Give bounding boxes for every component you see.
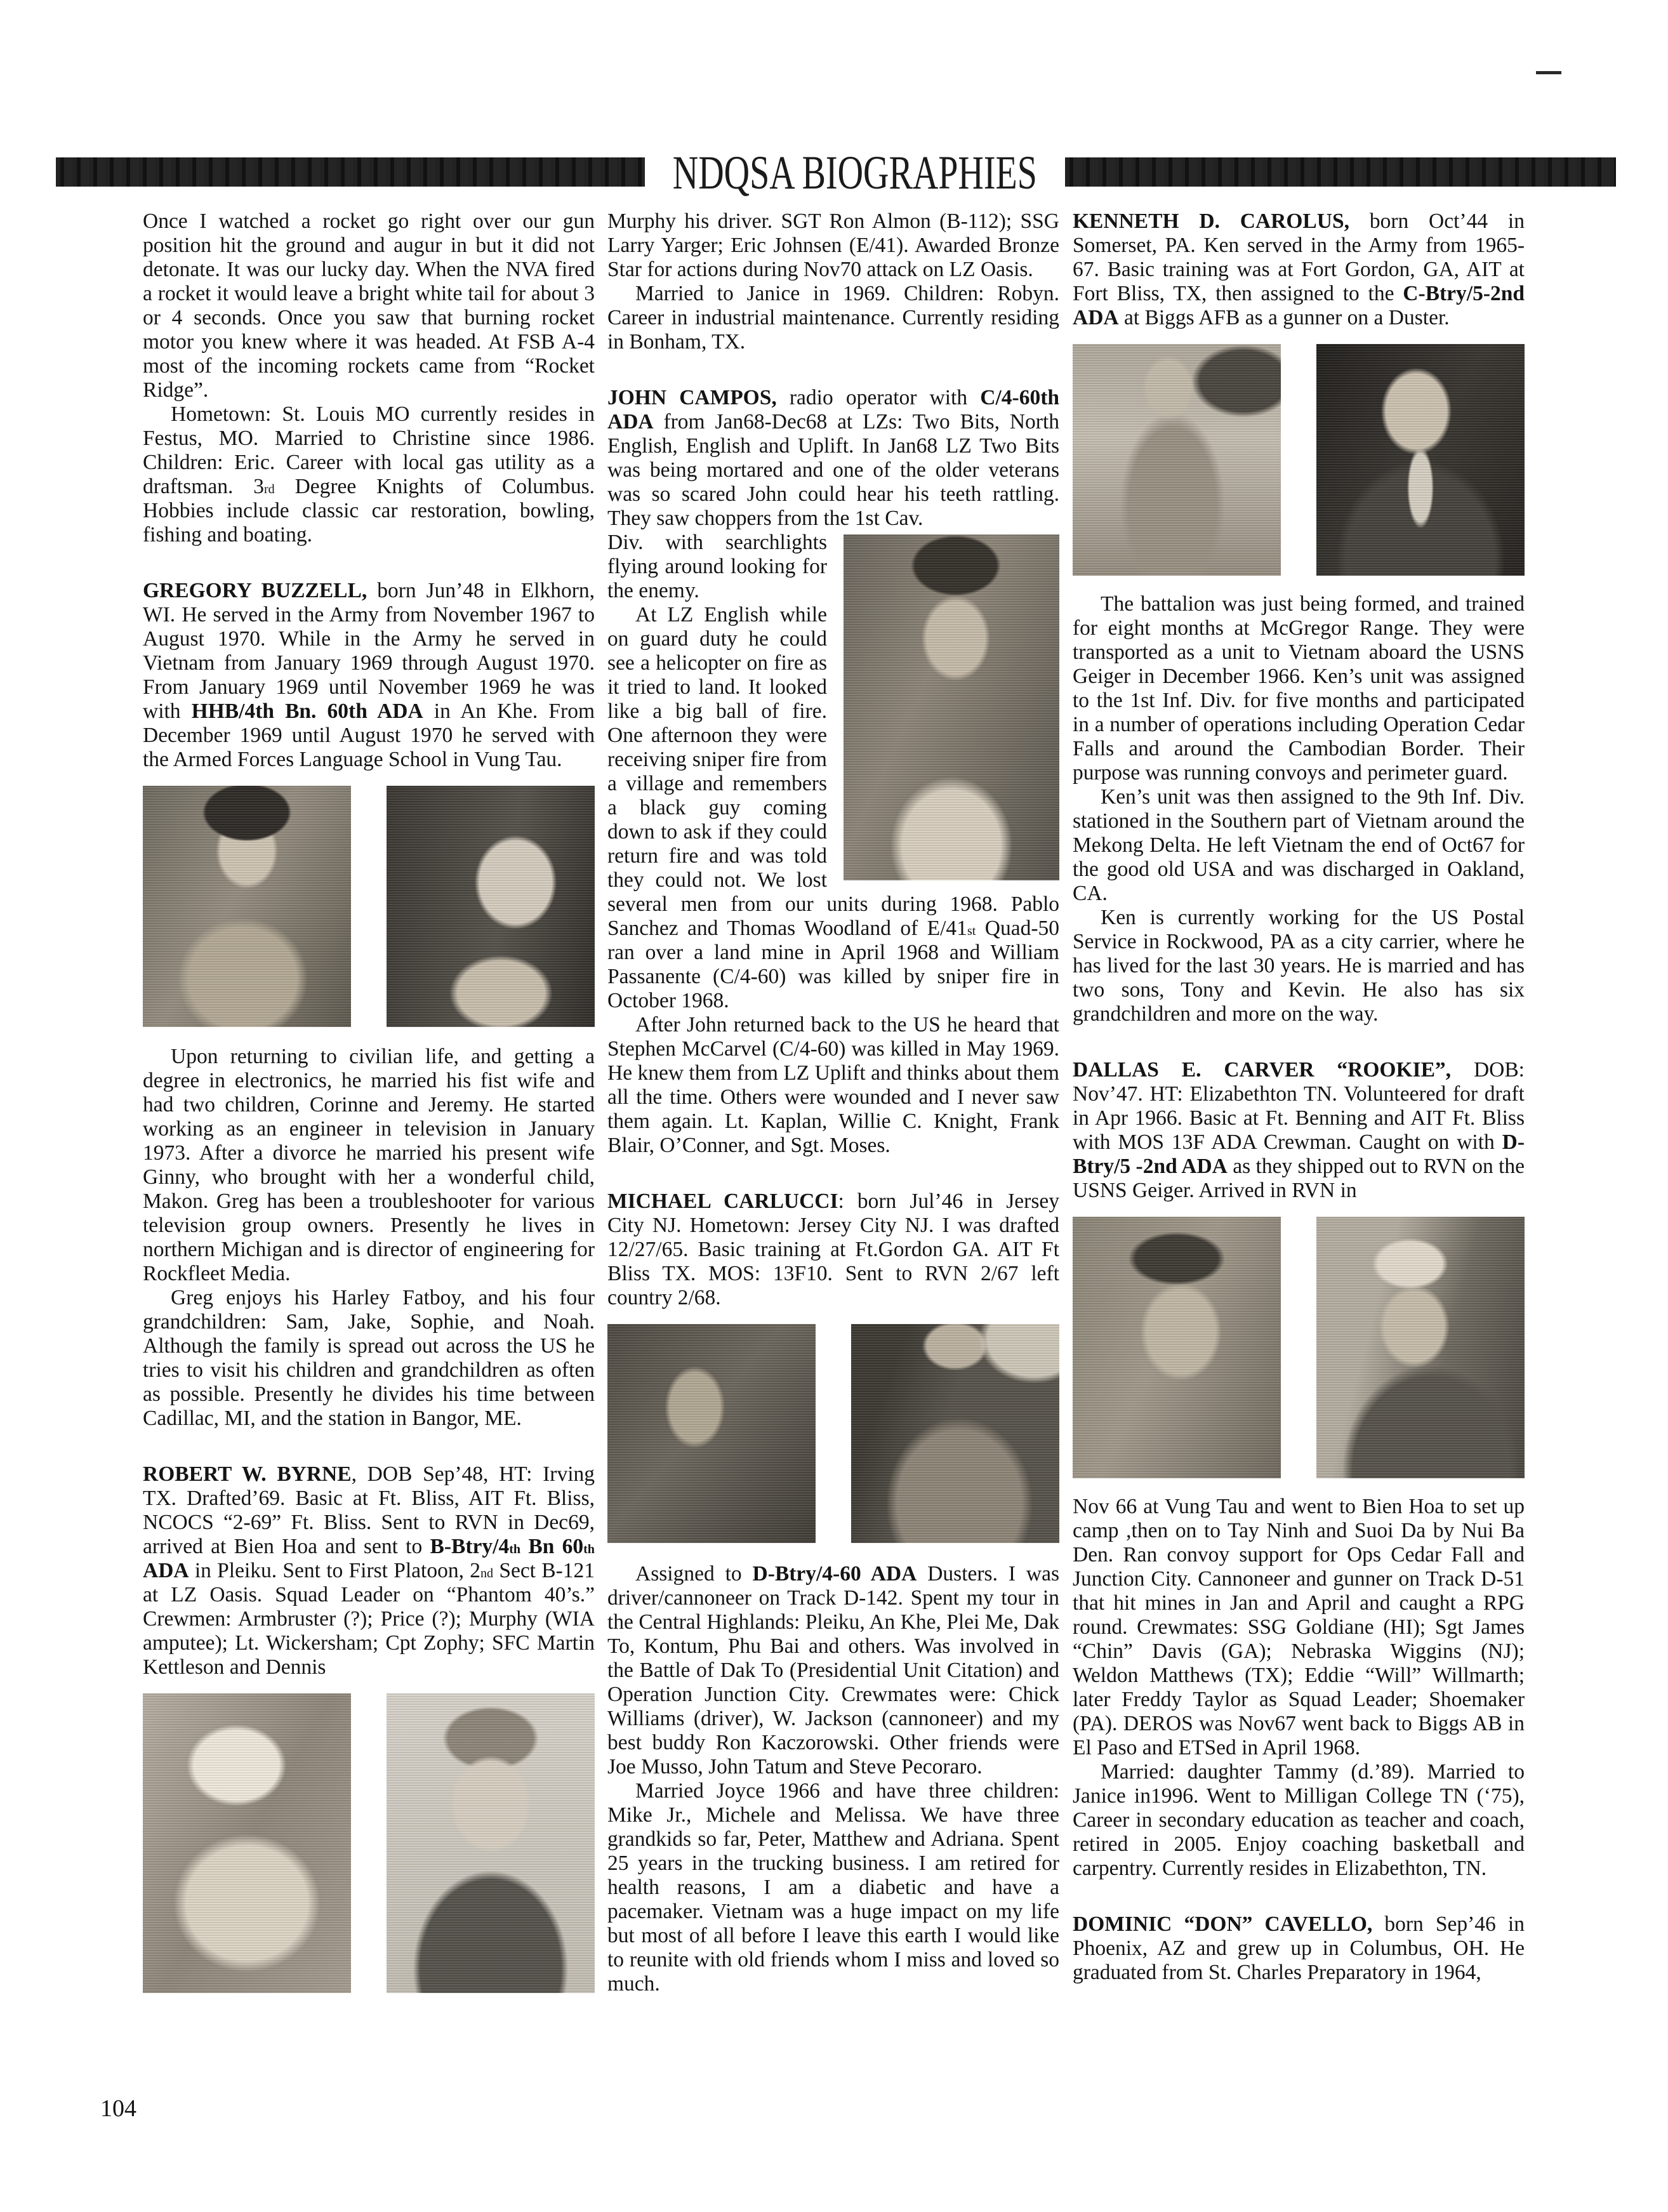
bio-paragraph: Hometown: St. Louis MO currently resides in Festus, MO. Married to Christine since 1986. Children: Eric. Career with local gas utility as a draftsman. 3rd Degree Knights of Columbus. Hobbies include classic car restoration, bowling, fishing and boating.: [143, 402, 595, 546]
bio-paragraph: Married Joyce 1966 and have three children: Mike Jr., Michele and Melissa. We have three grandkids so far, Peter, Matthew and Adriana. Spent 25 years in the trucking business. I am retired for health reasons, I am a diabetic and have a pacemaker. Vietnam was a huge impact on my life but most of all before I leave this earth I would like to reunite with old friends whom I miss and loved so much.: [607, 1779, 1059, 1996]
bio-paragraph: Assigned to D-Btry/4-60 ADA Dusters. I was driver/cannoneer on Track D-142. Spent my tour in the Central Highlands: Pleiku, An Khe, Plei Me, Dak To, Kontum, Phu Bai and others. Was involved in the Battle of Dak To (Presidential Unit Citation) and Operation Junction City. Crewmates were: Chick Williams (driver), W. Jackson (cannoneer) and my best buddy Ron Kaczorowski. Other friends were Joe Musso, John Tatum and Steve Pecoraro.: [607, 1562, 1059, 1778]
photo-row: [1073, 344, 1525, 576]
column-right: [1073, 209, 1525, 2183]
bio-dominic-cavello: DOMINIC “DON” CAVELLO, born Sep’46 in Phoenix, AZ and grew up in Columbus, OH. He graduated from St. Charles Preparatory in 1964,: [1073, 1912, 1525, 1984]
photo-byrne-recent: [387, 1693, 595, 1993]
bio-paragraph: Div. with searchlights flying around looking for the enemy.: [607, 531, 827, 602]
bio-john-campos: JOHN CAMPOS, radio operator with C/4-60th ADA from Jan68-Dec68 at LZs: Two Bits, North English, English and Uplift. In Jan68 LZ Two Bits was being mortared and one of the older veterans was so scared John could hear his teeth rattling. They saw choppers from the 1st Cav.: [607, 386, 1059, 530]
header-bar-right: [1065, 157, 1616, 187]
bio-paragraph: Nov 66 at Vung Tau and went to Bien Hoa to set up camp ,then on to Tay Ninh and Suoi Da by Nui Ba Den. Ran convoy support for Ops Cedar Fall and Junction City. Cannoneer and gunner on Track D-51 that hit mines in Jan and April and caught a RPG round. Crewmates: SSG Goldiane (HI); Sgt James “Chin” Davis (GA); Nebraska Wiggins (NJ); Weldon Matthews (TX); Eddie “Will” Willmarth; later Freddy Taylor as Squad Leader; Shoemaker (PA). DEROS was Nov67 went back to Biggs AB in El Paso and ETSed in April 1968.: [1073, 1495, 1525, 1759]
column-middle: [607, 209, 1059, 2183]
bio-dallas-carver: DALLAS E. CARVER “ROOKIE”, DOB: Nov’47. HT: Elizabethton TN. Volunteered for draft in Apr 1966. Basic at Ft. Benning and AIT Ft. Bliss with MOS 13F ADA Crewman. Caught on with D-Btry/5 -2nd ADA as they shipped out to RVN on the USNS Geiger. Arrived in RVN in: [1073, 1058, 1525, 1202]
photo-buzzell-service: [143, 786, 351, 1027]
bio-paragraph: Murphy his driver. SGT Ron Almon (B-112); SSG Larry Yarger; Eric Johnsen (E/41). Awarded Bronze Star for actions during Nov70 attack on LZ Oasis.: [607, 209, 1059, 281]
bio-paragraph: Upon returning to civilian life, and getting a degree in electronics, he married his fist wife and had two children, Corinne and Jeremy. He started working as an engineer in television in January 1973. After a divorce he married his present wife Ginny, who brought with her a wonderful child, Makon. Greg has been a troubleshooter for various television group owners. Presently he lives in northern Michigan and is director of engineering for Rockfleet Media.: [143, 1045, 595, 1285]
bio-paragraph: After John returned back to the US he heard that Stephen McCarvel (C/4-60) was killed in May 1969. He knew them from LZ Uplift and thinks about them all the time. Others were wounded and I never saw them again. Lt. Kaplan, Willie C. Knight, Frank Blair, O’Conner, and Sgt. Moses.: [607, 1013, 1059, 1157]
photo-carver-service: [1073, 1217, 1281, 1478]
bio-robert-byrne: ROBERT W. BYRNE, DOB Sep’48, HT: Irving TX. Drafted’69. Basic at Ft. Bliss, AIT Ft. Bliss, NCOCS “2-69” Ft. Bliss. Sent to RVN in Dec69, arrived at Bien Hoa and sent to B-Btry/4th Bn 60th ADA in Pleiku. Sent to First Platoon, 2nd Sect B-121 at LZ Oasis. Squad Leader on “Phantom 40’s.” Crewmen: Armbruster (?); Price (?); Murphy (WIA amputee); Lt. Wickersham; Cpt Zophy; SFC Martin Kettleson and Dennis: [143, 1462, 595, 1679]
page-title: NDQSA BIOGRAPHIES: [672, 146, 1038, 200]
photo-row: [1073, 1217, 1525, 1478]
photo-buzzell-recent: [387, 786, 595, 1027]
photo-row: [143, 786, 595, 1027]
photo-row: [607, 1324, 1059, 1543]
photo-carver-recent: [1316, 1217, 1525, 1478]
photo-byrne-service: [143, 1693, 351, 1993]
bio-michael-carlucci: MICHAEL CARLUCCI: born Jul’46 in Jersey City NJ. Hometown: Jersey City NJ. I was drafted 12/27/65. Basic training at Ft.Gordon GA. AIT Ft Bliss TX. MOS: 13F10. Sent to RVN 2/67 left country 2/68.: [607, 1189, 1059, 1309]
photo-carlucci-service: [607, 1324, 816, 1543]
page-corner-dash: [1536, 71, 1561, 74]
page-number: 104: [100, 2095, 136, 2122]
photo-campos-service: [844, 534, 1059, 880]
bio-paragraph: Married to Janice in 1969. Children: Robyn. Career in industrial maintenance. Currently residing in Bonham, TX.: [607, 282, 1059, 354]
photo-row: [143, 1693, 595, 1993]
bio-paragraph: Ken’s unit was then assigned to the 9th Inf. Div. stationed in the Southern part of Vietnam around the Mekong Delta. He left Vietnam the end of Oct67 for the good old USA and was discharged in Oakland, CA.: [1073, 785, 1525, 905]
bio-paragraph: Ken is currently working for the US Postal Service in Rockwood, PA as a city carrier, where he has lived for the last 30 years. He is married and has two sons, Tony and Kevin. He also has six grandchildren and more on the way.: [1073, 906, 1525, 1026]
photo-carolus-recent: [1316, 344, 1525, 576]
column-left: [143, 209, 595, 2183]
bio-kenneth-carolus: KENNETH D. CAROLUS, born Oct’44 in Somerset, PA. Ken served in the Army from 1965-67. Basic training was at Fort Gordon, GA, AIT at Fort Bliss, TX, then assigned to the C-Btry/5-2nd ADA at Biggs AFB as a gunner on a Duster.: [1073, 209, 1525, 329]
bio-paragraph: Married: daughter Tammy (d.’89). Married to Janice in1996. Went to Milligan College TN (‘75), Career in secondary education as teacher and coach, retired in 2005. Enjoy coaching basketball and carpentry. Currently resides in Elizabethton, TN.: [1073, 1760, 1525, 1880]
bio-paragraph: Once I watched a rocket go right over our gun position hit the ground and augur in but it did not detonate. It was our lucky day. When the NVA fired a rocket it would leave a bright white tail for about 3 or 4 seconds. Once you saw that burning rocket motor you knew where it was headed. At FSB A-4 most of the incoming rockets came from “Rocket Ridge”.: [143, 209, 595, 402]
photo-carolus-service: [1073, 344, 1281, 576]
photo-carlucci-recent: [851, 1324, 1059, 1543]
bio-gregory-buzzell: GREGORY BUZZELL, born Jun’48 in Elkhorn, WI. He served in the Army from November 1967 to August 1970. While in the Army he served in Vietnam from January 1969 through August 1970. From January 1969 until November 1969 he was with HHB/4th Bn. 60th ADA in An Khe. From December 1969 until August 1970 he served with the Armed Forces Language School in Vung Tau.: [143, 579, 595, 771]
bio-paragraph: At LZ English while on guard duty he could see a helicopter on fire as it tried to land. It looked like a big ball of fire. One afternoon they were receiving sniper fire from a village and remembers a black guy coming down to ask if they could return fire and was told they could not. We lost several men from our units during 1968. Pablo Sanchez and Thomas Woodland of E/41st Quad-50 ran over a land mine in April 1968 and William Passanente (C/4-60) was killed by sniper fire in October 1968.: [607, 603, 1059, 1012]
bio-paragraph: Greg enjoys his Harley Fatboy, and his four grandchildren: Sam, Jake, Sophie, and Noah. Although the family is spread out across the US he tries to visit his children and grandchildren as often as possible. Presently he divides his time between Cadillac, MI, and the station in Bangor, ME.: [143, 1286, 595, 1430]
header-bar-left: [56, 157, 645, 187]
bio-paragraph: The battalion was just being formed, and trained for eight months at McGregor Range. They were transported as a unit to Vietnam aboard the USNS Geiger in December 1966. Ken’s unit was assigned to the 1st Inf. Div. for five months and participated in a number of operations including Operation Cedar Falls and around the Cambodian Border. Their purpose was running convoys and perimeter guard.: [1073, 592, 1525, 785]
